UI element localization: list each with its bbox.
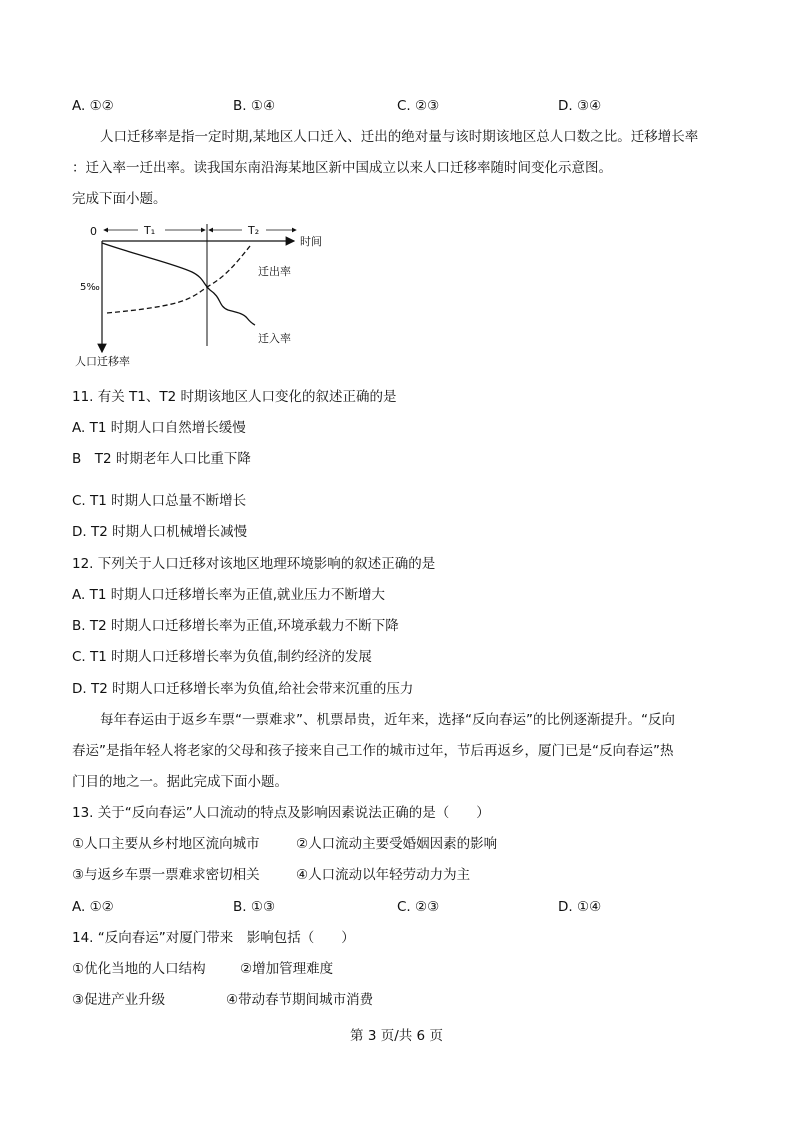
- page-footer: 第 3 页/共 6 页: [350, 1028, 443, 1044]
- q11-option-a: A. T1 时期人口自然增长缓慢: [72, 420, 246, 436]
- q12-option-d: D. T2 时期人口迁移增长率为负值,给社会带来沉重的压力: [72, 681, 414, 697]
- q13-option-d: D. ①④: [558, 899, 602, 915]
- q13-item-3: ③与返乡车票一票难求密切相关: [72, 867, 260, 883]
- q10-option-a: A. ①②: [72, 98, 114, 114]
- q13-item-4: ④人口流动以年轻劳动力为主: [296, 867, 471, 883]
- q10-option-d: D. ③④: [558, 98, 602, 114]
- series-in-migration-label: 迁入率: [258, 332, 291, 345]
- intro1-line2: ：迁入率一迁出率。读我国东南沿海某地区新中国成立以来人口迁移率随时间变化示意图。: [72, 160, 612, 176]
- origin-label: 0: [90, 225, 97, 238]
- q14-item-3: ③促进产业升级: [72, 992, 166, 1008]
- q14-stem: 14. “反向春运”对厦门带来 影响包括（ ）: [72, 930, 355, 946]
- q11-option-c: C. T1 时期人口总量不断增长: [72, 493, 247, 509]
- q13-stem: 13. 关于“反向春运”人口流动的特点及影响因素说法正确的是（ ）: [72, 805, 490, 821]
- migration-rate-chart: [70, 220, 332, 370]
- q12-stem: 12. 下列关于人口迁移对该地区地理环境影响的叙述正确的是: [72, 556, 436, 572]
- q11-option-d: D. T2 时期人口机械增长减慢: [72, 524, 248, 540]
- q13-option-b: B. ①③: [233, 899, 276, 915]
- y-axis-label: 人口迁移率: [75, 355, 130, 368]
- x-axis-label: 时间: [300, 235, 322, 248]
- q12-option-a: A. T1 时期人口迁移增长率为正值,就业压力不断增大: [72, 587, 385, 603]
- q14-item-1: ①优化当地的人口结构: [72, 961, 206, 977]
- intro2-line1: 每年春运由于返乡车票“一票难求”、机票昂贵，近年来，选择“反向春运”的比例逐渐提升。“反向: [100, 712, 675, 728]
- series-out-migration-line: [107, 246, 250, 313]
- q12-option-b: B. T2 时期人口迁移增长率为正值,环境承载力不断下降: [72, 618, 399, 634]
- q13-item-2: ②人口流动主要受婚姻因素的影响: [296, 836, 498, 852]
- y-tick-label: 5‰: [80, 282, 100, 293]
- q13-option-c: C. ②③: [397, 899, 440, 915]
- q10-option-c: C. ②③: [397, 98, 440, 114]
- intro2-line2: 春运”是指年轻人将老家的父母和孩子接来自己工作的城市过年，节后再返乡，厦门已是“反向春运”热: [72, 743, 674, 759]
- q11-stem: 11. 有关 T1、T2 时期该地区人口变化的叙述正确的是: [72, 389, 397, 405]
- q13-item-1: ①人口主要从乡村地区流向城市: [72, 836, 260, 852]
- q12-option-c: C. T1 时期人口迁移增长率为负值,制约经济的发展: [72, 649, 372, 665]
- series-in-migration-line: [102, 243, 255, 325]
- q14-item-2: ②增加管理难度: [240, 961, 334, 977]
- intro2-line3: 门目的地之一。据此完成下面小题。: [72, 774, 288, 790]
- t1-label: T₁: [144, 224, 156, 237]
- intro1-line3: 完成下面小题。: [72, 191, 167, 207]
- series-out-migration-label: 迁出率: [258, 265, 291, 278]
- q11-option-b: B T2 时期老年人口比重下降: [72, 451, 251, 467]
- q14-item-4: ④带动春节期间城市消费: [226, 992, 374, 1008]
- q10-option-b: B. ①④: [233, 98, 276, 114]
- q13-option-a: A. ①②: [72, 899, 114, 915]
- t2-label: T₂: [248, 224, 260, 237]
- intro1-line1: 人口迁移率是指一定时期,某地区人口迁入、迁出的绝对量与该时期该地区总人口数之比。迁移增长率: [100, 129, 699, 145]
